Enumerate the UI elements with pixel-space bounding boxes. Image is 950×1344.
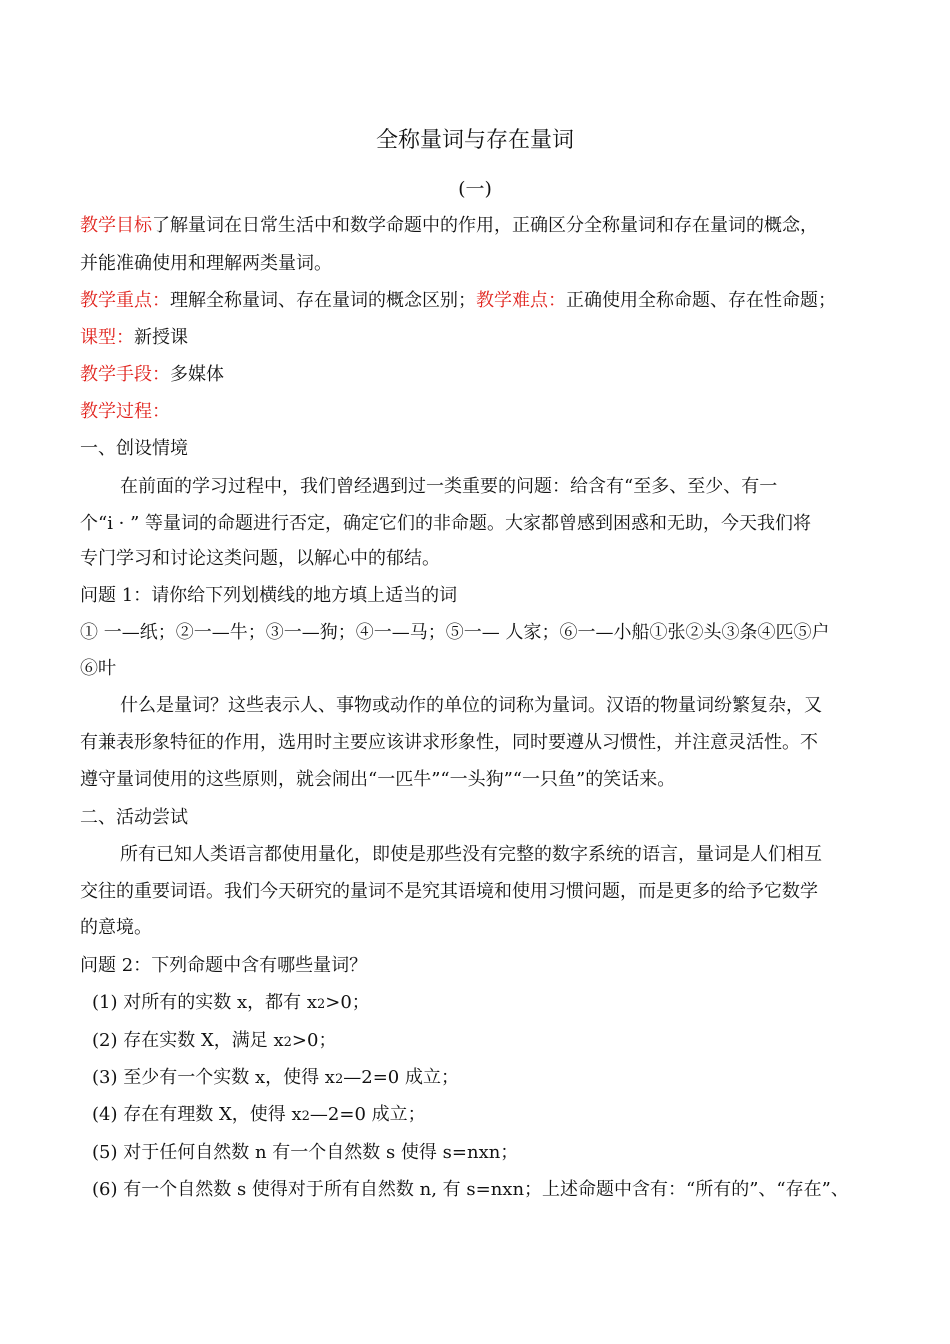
section1-paragraph-5: 有兼表形象特征的作用，选用时主要应该讲求形象性，同时要遵从习惯性，并注意灵活性。不	[80, 732, 818, 753]
proposition-3	[92, 1066, 459, 1092]
superscript: 2	[301, 1109, 310, 1124]
proposition-4-tail: —2=0 成立；	[309, 1104, 426, 1125]
question-2	[80, 954, 367, 978]
means-text: 多媒体	[170, 364, 224, 385]
objective-line	[80, 214, 818, 238]
section1-heading: 一、创设情境	[80, 438, 188, 459]
section1-paragraph-4: 什么是量词？这些表示人、事物或动作的单位的词称为量词。汉语的物量词纷繁复杂，又	[120, 695, 822, 716]
proposition-1-tail: >0；	[325, 992, 370, 1013]
section1-paragraph-3: 专门学习和讨论这类问题，以解心中的郁结。	[80, 548, 440, 569]
focus-line	[80, 289, 836, 313]
proposition-1-text: (1) 对所有的实数 x，都有 x	[92, 992, 317, 1013]
focus-text: 理解全称量词、存在量词的概念区别；	[170, 290, 476, 311]
section2-heading: 二、活动尝试	[80, 807, 188, 828]
page-title: 全称量词与存在量词	[375, 128, 574, 153]
question-2-text: 下列命题中含有哪些量词？	[151, 955, 368, 976]
means-label: 教学手段：	[80, 364, 170, 385]
process-label: 教学过程：	[80, 401, 170, 422]
question-1-items: ① 一—纸；②一—牛；③一—狗；④一—马；⑤一— 人家；⑥一—小船①张②头③条④匹⑤户	[80, 622, 830, 643]
difficulty-label: 教学难点：	[476, 290, 566, 311]
proposition-2-tail: >0；	[291, 1030, 337, 1051]
proposition-6: (6) 有一个自然数 s 使得对于所有自然数 n, 有 s=nxn；上述命题中含有：“所有的”、“存在”、	[92, 1179, 849, 1200]
question-1-text: 请你给下列划横线的地方填上适当的词	[151, 585, 458, 606]
proposition-3-tail: —2=0 成立；	[343, 1067, 459, 1088]
objective-text-2: 并能准确使用和理解两类量词。	[80, 253, 332, 274]
proposition-4-text: (4) 存在有理数 X，使得 x	[92, 1104, 302, 1125]
section1-paragraph-6: 遵守量词使用的这些原则，就会闹出“一匹牛”“一头狗”“一只鱼”的笑话来。	[80, 769, 676, 790]
means-line	[80, 363, 224, 387]
objective-label: 教学目标	[80, 215, 152, 236]
lesson-type-text: 新授课	[134, 327, 188, 348]
section1-paragraph-1: 在前面的学习过程中，我们曾经遇到过一类重要的问题：给含有“至多、至少、有一	[120, 476, 778, 497]
focus-label: 教学重点：	[80, 290, 170, 311]
question-1	[80, 584, 457, 608]
section2-paragraph-1: 所有已知人类语言都使用量化，即使是那些没有完整的数字系统的语言，量词是人们相互	[120, 844, 822, 865]
section2-paragraph-3: 的意境。	[80, 917, 152, 938]
proposition-5: (5) 对于任何自然数 n 有一个自然数 s 使得 s=nxn；	[92, 1142, 519, 1163]
page-subtitle: (一)	[458, 178, 492, 200]
question-1-items-2: ⑥叶	[80, 658, 116, 679]
proposition-2-text: (2) 存在实数 X，满足 x	[92, 1030, 284, 1051]
superscript: 2	[316, 997, 326, 1012]
section1-paragraph-2: 个“i · ” 等量词的命题进行否定，确定它们的非命题。大家都曾感到困惑和无助，今天我们将	[80, 513, 812, 534]
proposition-3-text: (3) 至少有一个实数 x，使得 x	[92, 1067, 335, 1088]
lesson-type-label: 课型：	[80, 327, 134, 348]
proposition-4	[92, 1103, 426, 1129]
objective-text: 了解量词在日常生活中和数学命题中的作用，正确区分全称量词和存在量词的概念，	[152, 215, 818, 236]
proposition-1	[92, 991, 370, 1017]
difficulty-text: 正确使用全称命题、存在性命题；	[566, 290, 836, 311]
question-2-label: 问题 2：	[80, 955, 152, 976]
question-1-label: 问题 1：	[80, 585, 152, 606]
superscript: 2	[334, 1072, 344, 1087]
lesson-type-line	[80, 326, 188, 350]
superscript: 2	[283, 1035, 292, 1050]
section2-paragraph-2: 交往的重要词语。我们今天研究的量词不是究其语境和使用习惯问题，而是更多的给予它数学	[80, 881, 818, 902]
proposition-2	[92, 1029, 336, 1055]
